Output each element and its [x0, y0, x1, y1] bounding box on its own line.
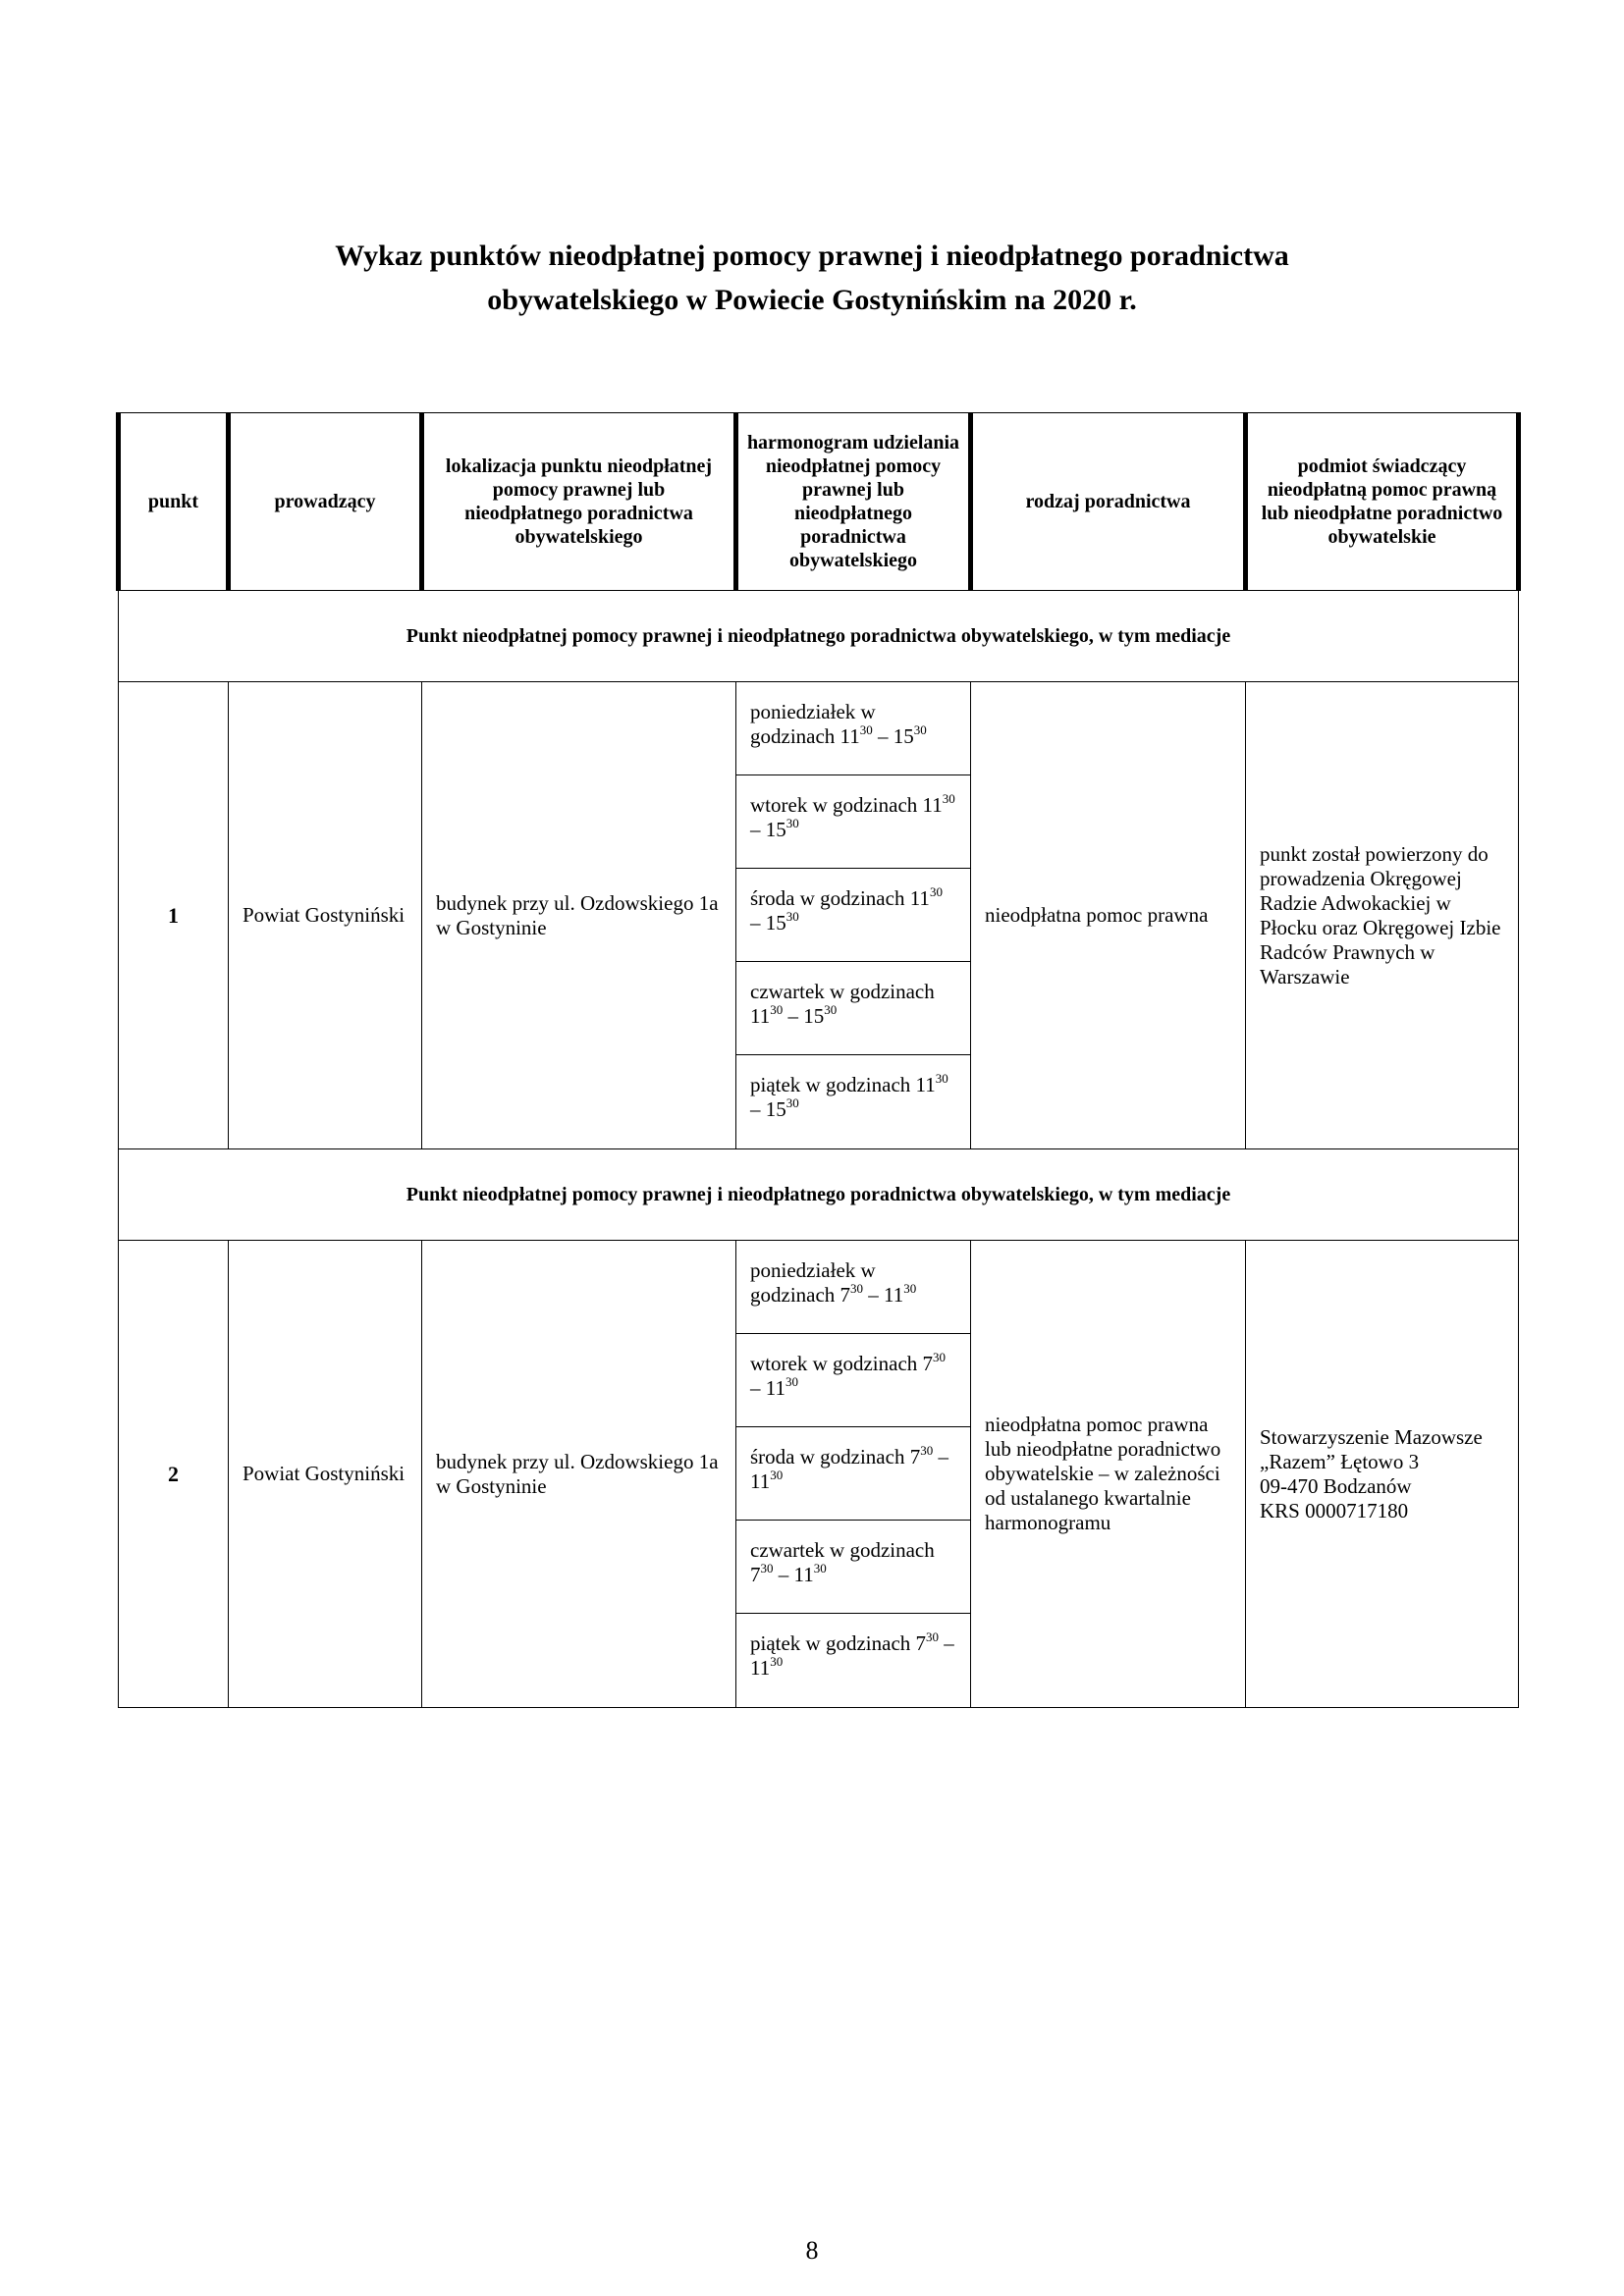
section-heading: Punkt nieodpłatnej pomocy prawnej i nieodpłatnego poradnictwa obywatelskiego, w tym mediacje	[119, 591, 1519, 682]
schedule-start-minute: 30	[770, 1002, 784, 1017]
header-lokalizacja-text: lokalizacja punktu nieodpłatnej pomocy prawnej lub nieodpłatnego poradnictwa obywatelskiego	[445, 455, 713, 548]
schedule-start-hour: 11	[909, 886, 930, 910]
schedule-label: poniedziałek w godzinach	[750, 700, 876, 748]
schedule-end-hour: 11	[750, 1469, 771, 1493]
header-podmiot-text: podmiot świadczący nieodpłatną pomoc prawną lub nieodpłatne poradnictwo obywatelskie	[1261, 455, 1503, 548]
schedule-item	[736, 1334, 970, 1427]
row-number: 1	[119, 682, 229, 1149]
schedule-separator: –	[750, 818, 766, 841]
schedule-label: piątek w godzinach	[750, 1073, 911, 1096]
schedule-start-minute: 30	[926, 1629, 940, 1644]
schedule-separator: –	[773, 1563, 794, 1586]
schedule-start-hour: 11	[915, 1073, 936, 1096]
header-podmiot	[1246, 413, 1519, 591]
schedule-separator: –	[863, 1283, 885, 1307]
schedule-start-hour: 7	[922, 1352, 934, 1375]
schedule-label: czwartek w godzinach	[750, 1538, 935, 1562]
schedule-item	[736, 775, 970, 869]
schedule-label: wtorek w godzinach	[750, 1352, 918, 1375]
schedule-label: środa w godzinach	[750, 886, 905, 910]
schedule-end-hour: 11	[750, 1656, 771, 1680]
podmiot-line: „Razem” Łętowo 3	[1260, 1449, 1420, 1473]
document-title	[0, 234, 1624, 322]
podmiot-line: Stowarzyszenie Mazowsze	[1260, 1424, 1483, 1449]
schedule-end-hour: 11	[793, 1563, 814, 1586]
header-row	[119, 413, 1519, 591]
schedule-start-hour: 11	[922, 793, 943, 817]
schedule-end-hour: 15	[803, 1004, 825, 1028]
schedule-end-minute: 30	[785, 816, 799, 830]
schedule-start-minute: 30	[933, 1350, 947, 1364]
row-lokalizacja: budynek przy ul. Ozdowskiego 1a w Gostyninie	[422, 682, 736, 1149]
header-prowadzacy: prowadzący	[229, 413, 422, 591]
schedule-end-minute: 30	[813, 1561, 827, 1575]
schedule-item	[736, 1427, 970, 1521]
section-heading: Punkt nieodpłatnej pomocy prawnej i nieodpłatnego poradnictwa obywatelskiego, w tym mediacje	[119, 1149, 1519, 1241]
title-line-1: Wykaz punktów nieodpłatnej pomocy prawnej i nieodpłatnego poradnictwa	[335, 240, 1289, 272]
schedule-end-hour: 15	[765, 911, 786, 934]
schedule-separator: –	[750, 911, 766, 934]
schedule-item	[736, 1614, 970, 1707]
legal-aid-table	[116, 412, 1521, 1708]
schedule-item	[736, 682, 970, 775]
schedule-separator: –	[939, 1631, 954, 1655]
schedule-separator: –	[872, 724, 893, 748]
schedule-start-minute: 30	[935, 1071, 948, 1086]
header-rodzaj: rodzaj poradnictwa	[971, 413, 1246, 591]
schedule-end-minute: 30	[824, 1002, 838, 1017]
section-heading-row	[119, 591, 1519, 682]
schedule-end-hour: 11	[884, 1283, 904, 1307]
schedule-label: czwartek w godzinach	[750, 980, 935, 1003]
row-harmonogram	[736, 682, 971, 1149]
schedule-start-hour: 7	[909, 1445, 921, 1468]
schedule-item	[736, 962, 970, 1055]
schedule-end-minute: 30	[785, 909, 799, 924]
section-heading-row	[119, 1149, 1519, 1241]
schedule-separator: –	[783, 1004, 804, 1028]
podmiot-line: 09-470 Bodzanów	[1260, 1473, 1412, 1498]
header-lokalizacja	[422, 413, 736, 591]
schedule-end-hour: 11	[765, 1376, 785, 1400]
schedule-separator: –	[933, 1445, 948, 1468]
header-punkt: punkt	[119, 413, 229, 591]
row-podmiot	[1246, 1241, 1519, 1708]
schedule-item	[736, 869, 970, 962]
schedule-start-hour: 7	[915, 1631, 927, 1655]
schedule-label: środa w godzinach	[750, 1445, 905, 1468]
table-row	[119, 682, 1519, 1149]
schedule-item	[736, 1055, 970, 1148]
row-prowadzacy: Powiat Gostyniński	[229, 1241, 422, 1708]
schedule-start-minute: 30	[850, 1281, 864, 1296]
schedule-end-hour: 15	[765, 1097, 786, 1121]
schedule-start-minute: 30	[942, 791, 955, 806]
schedule-end-hour: 15	[893, 724, 914, 748]
header-harmonogram	[736, 413, 971, 591]
schedule-item	[736, 1241, 970, 1334]
row-lokalizacja: budynek przy ul. Ozdowskiego 1a w Gostyninie	[422, 1241, 736, 1708]
schedule-start-minute: 30	[859, 722, 873, 737]
table-row	[119, 1241, 1519, 1708]
schedule-end-minute: 30	[770, 1654, 784, 1669]
title-line-2: obywatelskiego w Powiecie Gostynińskim na 2020 r.	[487, 284, 1137, 316]
schedule-label: wtorek w godzinach	[750, 793, 918, 817]
schedule-label: poniedziałek w godzinach	[750, 1258, 876, 1307]
schedule-end-minute: 30	[770, 1468, 784, 1482]
schedule-start-minute: 30	[760, 1561, 774, 1575]
row-rodzaj: nieodpłatna pomoc prawna	[971, 682, 1246, 1149]
header-harmonogram-text: harmonogram udzielania nieodpłatnej pomocy prawnej lub nieodpłatnego poradnictwa obywatelskiego	[746, 432, 960, 571]
schedule-label: piątek w godzinach	[750, 1631, 911, 1655]
podmiot-line: KRS 0000717180	[1260, 1498, 1409, 1522]
row-rodzaj: nieodpłatna pomoc prawna lub nieodpłatne poradnictwo obywatelskie – w zależności od ustalanego kwartalnie harmonogramu	[971, 1241, 1246, 1708]
schedule-separator: –	[750, 1376, 766, 1400]
row-prowadzacy: Powiat Gostyniński	[229, 682, 422, 1149]
schedule-start-minute: 30	[929, 884, 943, 899]
schedule-separator: –	[750, 1097, 766, 1121]
schedule-end-hour: 15	[765, 818, 786, 841]
schedule-end-minute: 30	[785, 1095, 799, 1110]
schedule-start-hour: 7	[839, 1283, 851, 1307]
schedule-item	[736, 1521, 970, 1614]
schedule-end-minute: 30	[903, 1281, 917, 1296]
schedule-start-minute: 30	[920, 1443, 934, 1458]
schedule-start-hour: 7	[750, 1563, 761, 1586]
row-harmonogram	[736, 1241, 971, 1708]
schedule-end-minute: 30	[785, 1374, 798, 1389]
page-number: 8	[805, 2236, 819, 2265]
schedule-end-minute: 30	[913, 722, 927, 737]
schedule-start-hour: 11	[839, 724, 860, 748]
row-number: 2	[119, 1241, 229, 1708]
row-podmiot: punkt został powierzony do prowadzenia Okręgowej Radzie Adwokackiej w Płocku oraz Okręgowej Izbie Radców Prawnych w Warszawie	[1246, 682, 1519, 1149]
schedule-start-hour: 11	[750, 1004, 771, 1028]
